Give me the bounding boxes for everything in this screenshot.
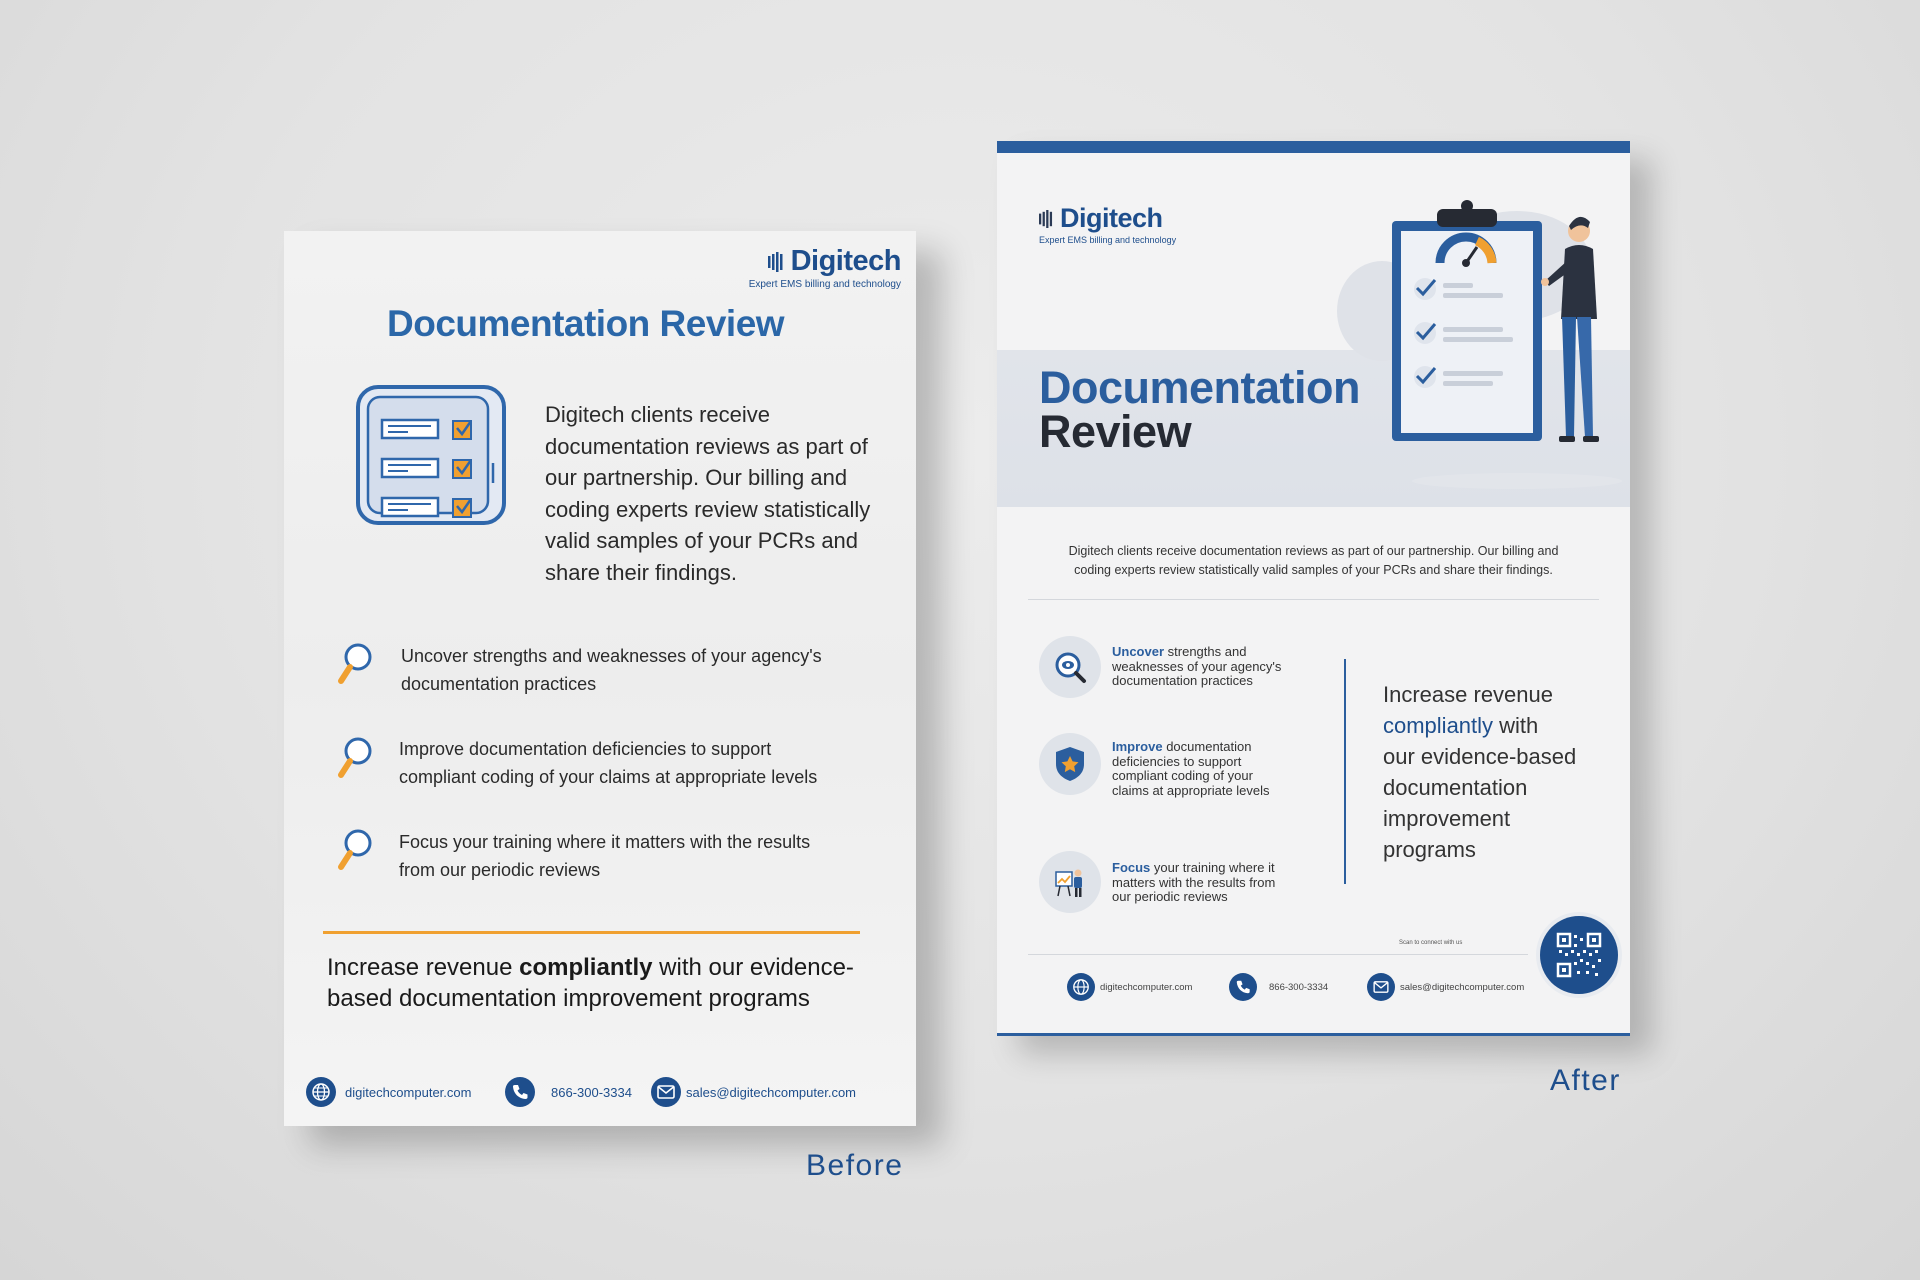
bottom-accent-bar: [997, 1033, 1630, 1036]
before-caption: Before: [806, 1149, 904, 1182]
checklist-illustration-icon: [353, 383, 513, 528]
cta-statement: Increase revenue compliantly with our evidence-based documentation improvement programs: [1383, 682, 1577, 862]
title-line-2: Review: [1039, 406, 1192, 457]
page-title: [1039, 362, 1361, 457]
logo-wordmark: Digitech: [1060, 203, 1163, 233]
contact-website[interactable]: digitechcomputer.com: [306, 1077, 471, 1107]
clipboard-person-illustration-icon: [1337, 181, 1630, 501]
shield-star-icon: [1039, 733, 1101, 795]
logo-mark-icon: [768, 251, 788, 273]
contact-phone[interactable]: 866-300-3334: [1229, 973, 1328, 1001]
logo-tagline: Expert EMS billing and technology: [748, 279, 901, 290]
intro-paragraph: Digitech clients receive documentation reviews as part of our partnership. Our billing and coding experts review statistically valid samples of your PCRs and share their findings.: [545, 402, 871, 585]
bullet-uncover: Uncover strengths and weaknesses of your agency's documentation practices: [401, 646, 822, 694]
contact-email[interactable]: sales@digitechcomputer.com: [651, 1077, 856, 1107]
globe-icon: [306, 1077, 336, 1107]
magnifier-icon: [335, 641, 375, 691]
globe-icon: [1067, 973, 1095, 1001]
before-flyer: [284, 231, 916, 1126]
digitech-logo: [749, 245, 901, 290]
contact-phone[interactable]: 866-300-3334: [505, 1077, 632, 1107]
contact-email[interactable]: sales@digitechcomputer.com: [1367, 973, 1524, 1001]
feature-focus: Focus your training where it matters with the results from our periodic reviews: [1112, 860, 1276, 904]
bullet-improve: Improve documentation deficiencies to support compliant coding of your claims at appropriate levels: [399, 739, 818, 787]
digitech-logo: [1039, 203, 1176, 245]
intro-paragraph: Digitech clients receive documentation reviews as part of our partnership. Our billing and coding experts review statistically valid samples of your PCRs and share their findings.: [1068, 544, 1559, 577]
phone-icon: [1229, 973, 1257, 1001]
mail-icon: [1367, 973, 1395, 1001]
logo-mark-icon: [1039, 209, 1057, 229]
page-title: Documentation Review: [387, 303, 785, 344]
contact-website[interactable]: digitechcomputer.com: [1067, 973, 1192, 1001]
phone-icon: [505, 1077, 535, 1107]
orange-divider: [323, 931, 860, 934]
bullet-focus: Focus your training where it matters with the results from our periodic reviews: [399, 832, 811, 880]
qr-code-badge[interactable]: [1540, 916, 1618, 994]
footer-divider: [1028, 954, 1528, 955]
top-accent-bar: [997, 141, 1630, 153]
after-flyer: [997, 141, 1630, 1036]
mail-icon: [651, 1077, 681, 1107]
after-caption: After: [1550, 1064, 1621, 1097]
magnifier-icon: [335, 827, 375, 877]
logo-tagline: Expert EMS billing and technology: [1039, 235, 1177, 245]
qr-label: Scan to connect with us: [1399, 940, 1463, 946]
feature-improve: Improve documentation deficiencies to support compliant coding of your claims at appropriate levels: [1112, 739, 1270, 798]
section-divider: [1028, 599, 1599, 600]
cta-statement: Increase revenue compliantly with our evidence- based documentation improvement programs: [327, 954, 854, 1012]
feature-uncover: Uncover strengths and weaknesses of your agency's documentation practices: [1112, 644, 1282, 688]
vertical-divider: [1344, 659, 1346, 884]
logo-wordmark: Digitech: [790, 245, 901, 277]
magnifier-eye-icon: [1039, 636, 1101, 698]
qr-code-icon: [1556, 932, 1602, 978]
presenter-chart-icon: [1039, 851, 1101, 913]
title-line-1: Documentation: [1039, 362, 1361, 413]
magnifier-icon: [335, 735, 375, 785]
